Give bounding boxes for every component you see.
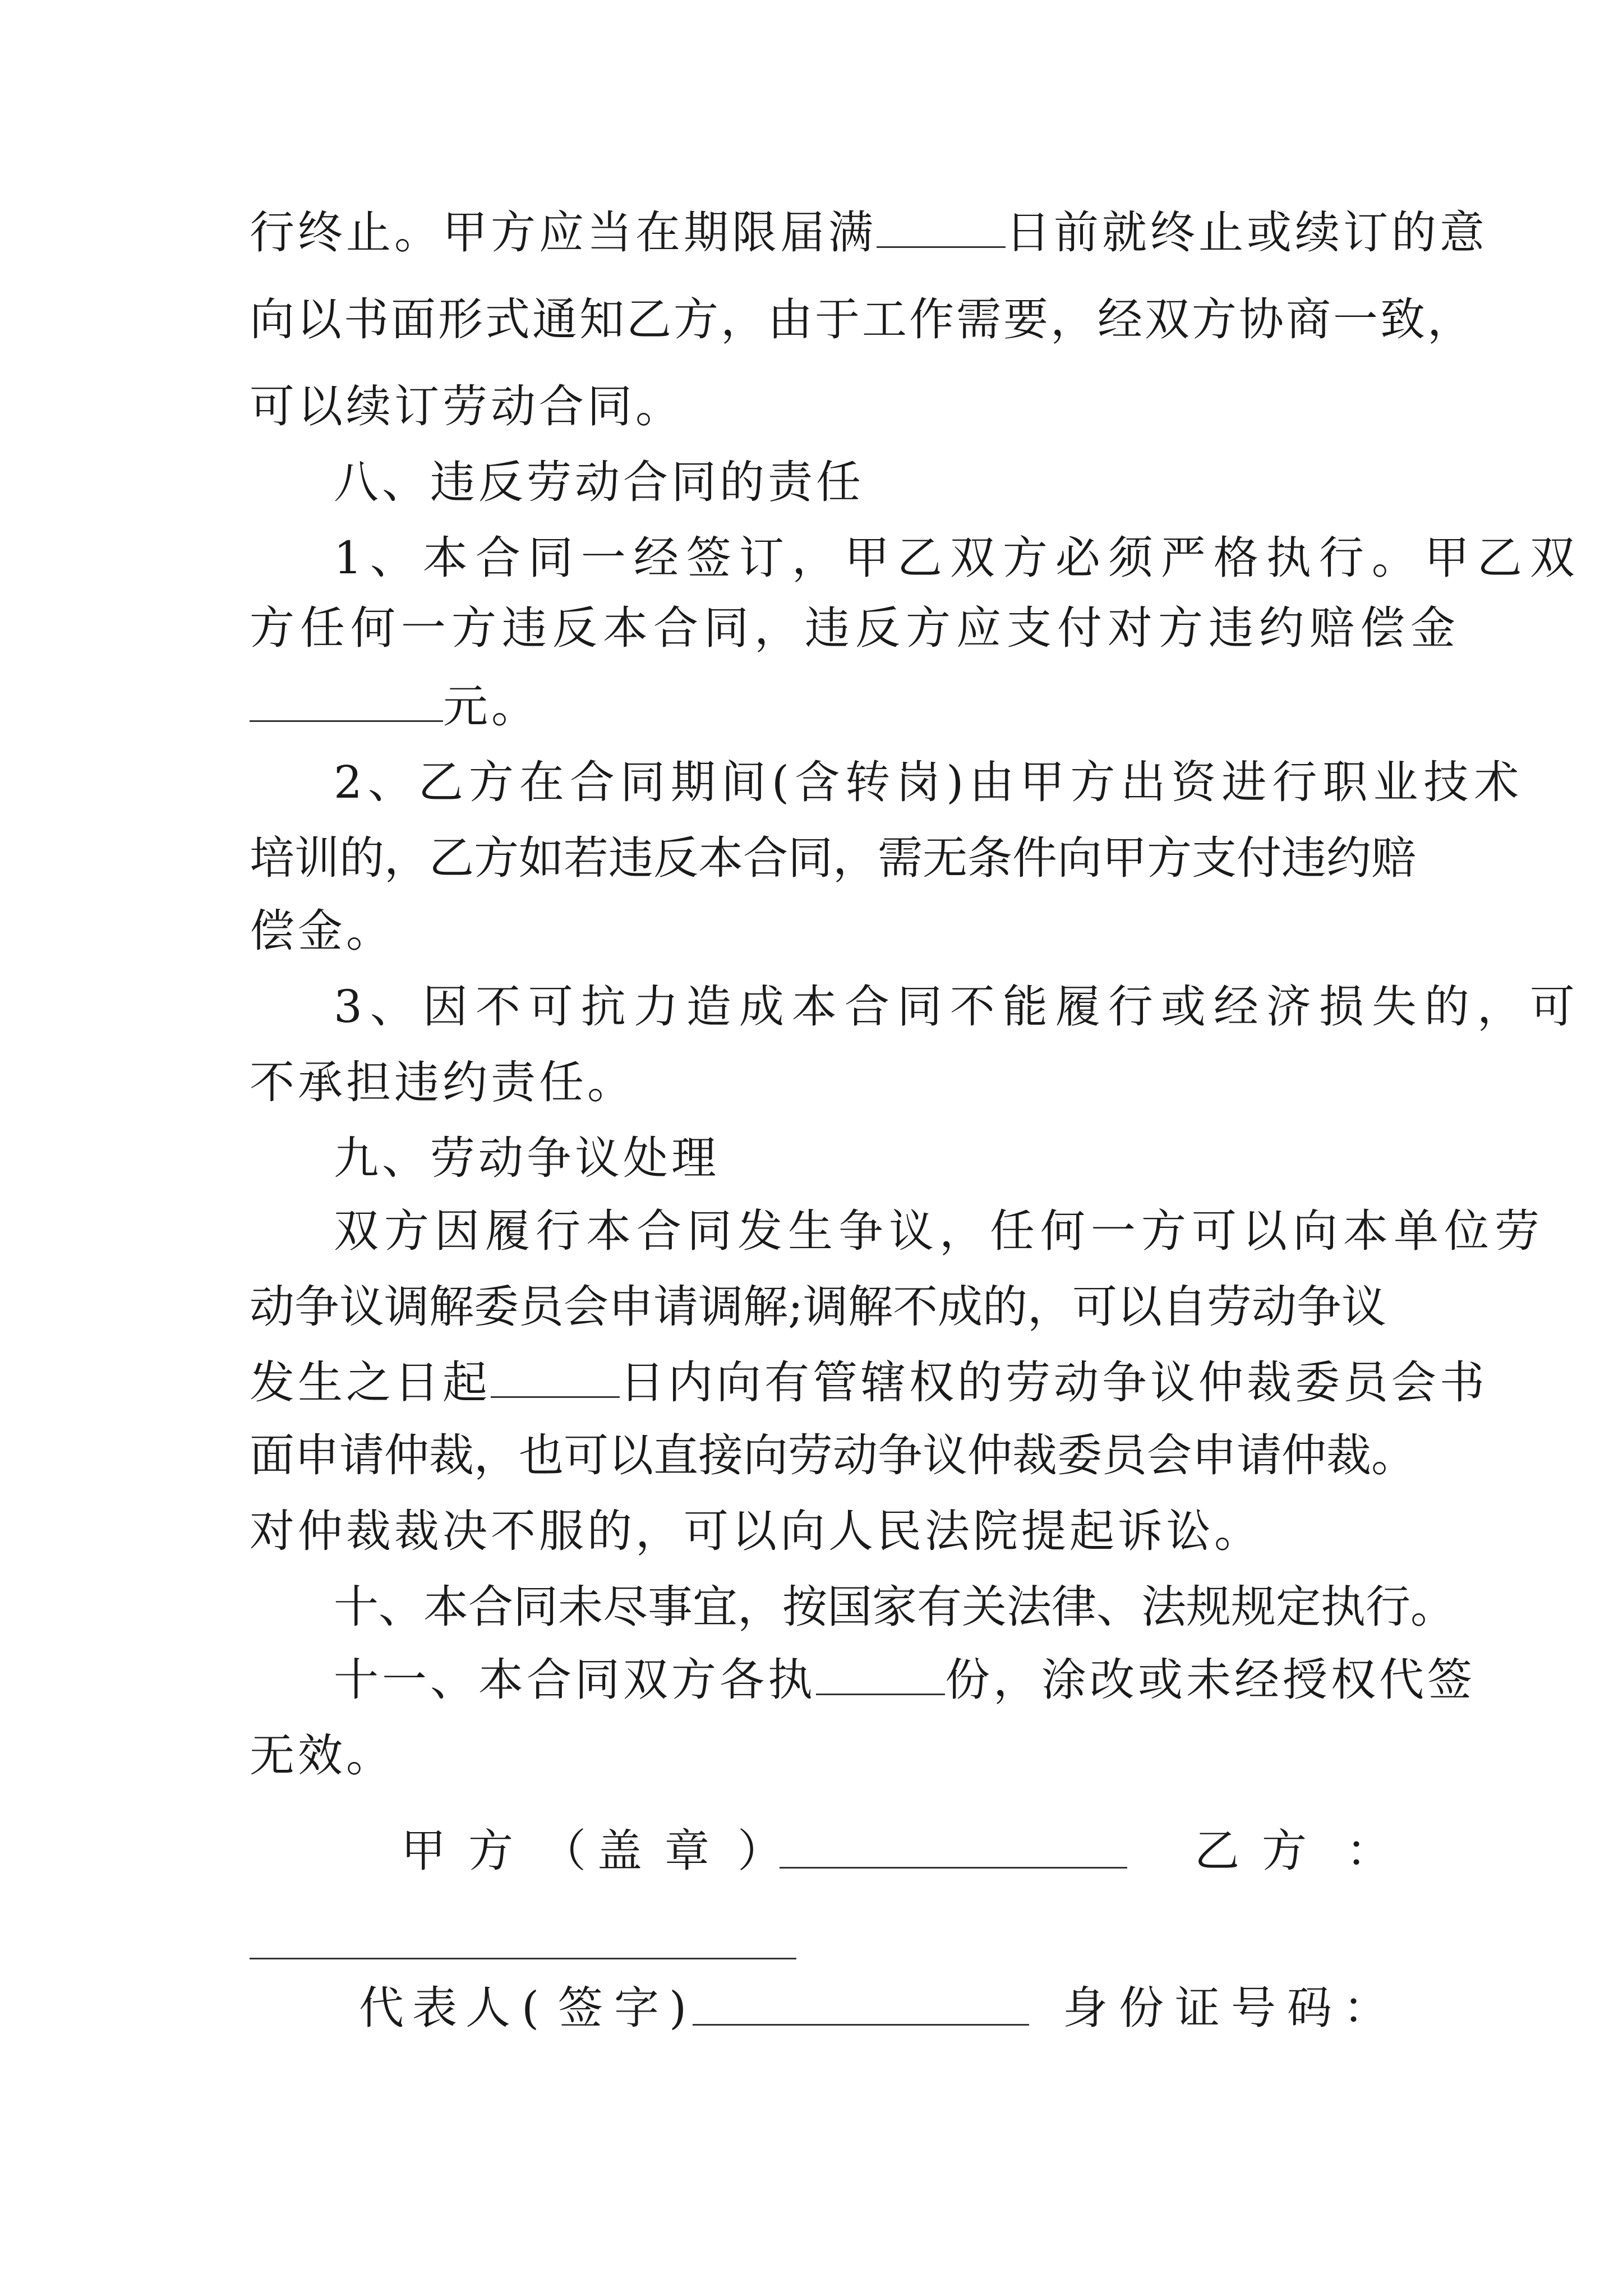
sig-char: 表 [412, 1982, 457, 2034]
representative-sign-line [693, 1980, 1029, 2026]
paragraph-line: 3、因不可抗力造成本合同不能履行或经济损失的，可 [334, 981, 1583, 1033]
text: 份，涂改或未经授权代签 [945, 1654, 1476, 1706]
paragraph-line: 向以书面形式通知乙方，由于工作需要，经双方协商一致， [250, 293, 1474, 346]
signature-row-representative [250, 1980, 1388, 2042]
fill-blank [816, 1654, 945, 1695]
paragraph-line [334, 1652, 1476, 1714]
sig-char: 人 [465, 1982, 510, 2034]
signature-row-parties [250, 1823, 1391, 1885]
paragraph-line [250, 679, 1388, 740]
sig-char: 盖 [597, 1825, 642, 1877]
text: 日内向有管辖权的劳动争议仲裁委员会书 [620, 1356, 1488, 1409]
sig-char: ： [1343, 1982, 1388, 2034]
sig-char: 码 [1287, 1982, 1332, 2034]
fill-blank [877, 207, 1006, 248]
section-heading: 八、违反劳动合同的责任 [334, 456, 864, 508]
sig-char: ： [1346, 1825, 1391, 1877]
paragraph-line: 面申请仲裁，也可以直接向劳动争议仲裁委员会申请仲裁。 [250, 1429, 1416, 1481]
fill-blank [250, 681, 443, 722]
text: 元。 [443, 680, 540, 733]
sig-char: 方 [1262, 1825, 1307, 1877]
paragraph-line: 1、本合同一经签订，甲乙双方必须严格执行。甲乙双 [334, 532, 1583, 584]
sig-char: 乙 [1195, 1825, 1239, 1877]
fill-blank [491, 1357, 620, 1398]
paragraph-line: 可以续订劳动合同。 [250, 380, 684, 432]
paragraph-line: 不承担违约责任。 [250, 1056, 635, 1108]
sig-char: ） [737, 1825, 782, 1877]
sig-char: 字 [614, 1982, 659, 2034]
sig-char: （ [541, 1825, 586, 1877]
sig-char: 份 [1119, 1982, 1164, 2034]
text: 十一、本合同双方各执 [334, 1654, 816, 1706]
sig-char: 号 [1231, 1982, 1276, 2034]
paragraph-line: 2、乙方在合同期间(含转岗)由甲方出资进行职业技术 [334, 756, 1525, 808]
sig-char: 身 [1063, 1982, 1108, 2034]
paragraph-line [250, 1355, 1488, 1416]
party-b-sign-line [250, 1958, 796, 1959]
paragraph-line: 十、本合同未尽事宜，按国家有关法律、法规规定执行。 [334, 1581, 1455, 1633]
sig-char: 代 [359, 1982, 404, 2034]
sig-char: 签 [558, 1982, 603, 2034]
sig-char: 方 [468, 1825, 513, 1877]
section-heading: 九、劳动争议处理 [334, 1132, 720, 1184]
paragraph-line: 无效。 [250, 1729, 394, 1782]
paragraph-line: 方任何一方违反本合同，违反方应支付对方违约赔偿金 [250, 602, 1461, 654]
paragraph-line: 动争议调解委员会申请调解;调解不成的，可以自劳动争议 [250, 1281, 1386, 1333]
sig-char: 甲 [401, 1825, 446, 1877]
sig-char: 证 [1175, 1982, 1220, 2034]
text: 行终止。甲方应当在期限届满 [250, 206, 877, 259]
party-a-sign-line [780, 1823, 1127, 1869]
paragraph-line: 培训的，乙方如若违反本合同，需无条件向甲方支付违约赔 [250, 832, 1416, 884]
text: 发生之日起 [250, 1356, 491, 1409]
paragraph-line [250, 205, 1488, 266]
paragraph-line: 偿金。 [250, 905, 394, 957]
paragraph-line: 双方因履行本合同发生争议，任何一方可以向本单位劳 [334, 1205, 1545, 1257]
text: 日前就终止或续订的意 [1006, 206, 1488, 259]
sig-char: ) [669, 1982, 687, 2034]
sig-char: 章 [665, 1825, 709, 1877]
paragraph-line: 对仲裁裁决不服的，可以向人民法院提起诉讼。 [250, 1505, 1262, 1557]
sig-char: ( [522, 1982, 540, 2034]
